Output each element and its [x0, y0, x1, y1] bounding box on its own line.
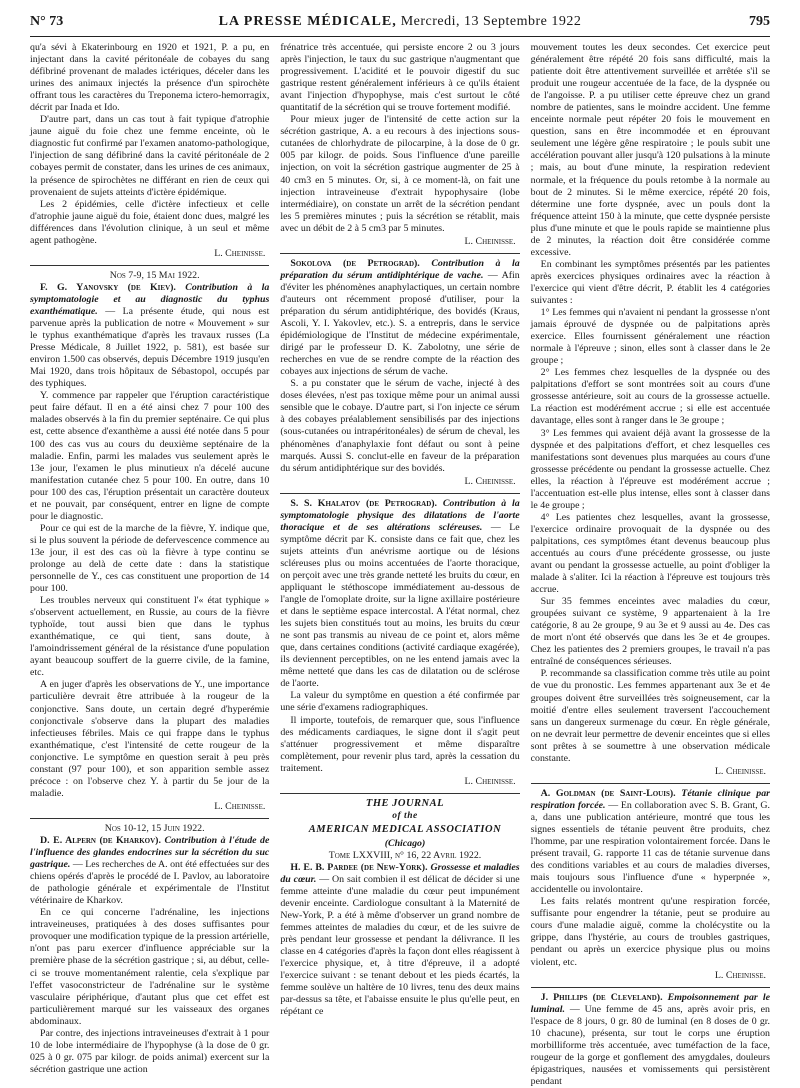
column-2	[280, 42, 519, 1076]
journal-heading-of: of the	[392, 810, 418, 821]
article-title: Contribution à la préparation du sérum antidiphtérique de vache.	[280, 257, 520, 281]
article-title: Grossesse et maladies du cœur.	[280, 861, 520, 885]
article-text: — Une femme de 45 ans, après avoir pris, en l'espace de 8 jours, 0 gr. 80 de luminal (en 8 doses de 0 gr. 10 chacune), présenta, sur tout le corps une éruption morbilliforme très accentuée, avec tuméfaction de la face, rougeur de la gorge et gonflement des amygdales, douleurs épigastriques, nausées et vomissements qui persistèrent pendant	[530, 1003, 770, 1087]
page-number: 795	[749, 14, 770, 29]
page-header	[30, 14, 770, 37]
article-author: D. E. Alpern (de Kharkov).	[40, 835, 161, 846]
divider	[30, 265, 269, 266]
article-title: Tétanie clinique par respiration forcée.	[530, 787, 770, 811]
journal-heading: THE JOURNAL	[365, 797, 445, 809]
article-author: H. E. B. Pardee (de New-York).	[290, 861, 428, 873]
article-title: Empoisonnement par le luminal.	[530, 991, 770, 1015]
divider	[280, 253, 519, 254]
issue-dateline: Nos 7-9, 15 Mai 1922.	[109, 269, 200, 281]
paragraph: Y. commence par rappeler que l'éruption caractéristique peut faire défaut. Il en a été ainsi chez 7 pour 100 des malades observés à la fin du premier septénaire. Ce qui plus est, cette absence d'exanthème a aussi été notée dans 5 pour 100 des cas vus au cours du deuxième septénaire de la maladie. Enfin, parmi les malades vus seulement après le 13e jour, l'examen le plus minutieux n'a décelé aucune manifestation cutanée chez 5 pour 100. En outre, dans 10 pour 100 des cas, l'éruption présentait un caractère douteux et ne pouvait, par conséquent, entrer en ligne de compte pour le diagnostic.	[30, 390, 270, 522]
article-intro	[30, 282, 269, 390]
article-title: Contribution à l'étude de l'influence des glandes endocrines sur la sécrétion du suc gastrique.	[30, 835, 270, 871]
issue-number: N° 73	[30, 14, 64, 29]
paragraph: Par contre, des injections intraveineuses d'extrait à 1 pour 10 de lobe intermédiaire de l'hypophyse (à la dose de 0 gr. 025 à 0 gr. 075 par kilogr. de poids animal) exercent sur la sécrétion gastrique une action	[30, 1027, 270, 1075]
article-title: Contribution à la symptomatologie physique des dilatations de l'aorte thoracique et de ses altérations scléreuses.	[280, 497, 520, 533]
article-author: A. Goldman (de Saint-Louis).	[540, 787, 676, 799]
paragraph: Les 2 épidémies, celle d'ictère infectieux et celle d'atrophie jaune aiguë du foie, étaient donc dues, malgré les différences dans l'évolution clinique, à un seul et même agent pathogène.	[30, 198, 270, 246]
divider	[280, 493, 519, 494]
article-intro	[280, 498, 519, 691]
article-text: — Afin d'éviter les phénomènes anaphylactiques, un certain nombre d'auteurs ont récemment proposé d'utiliser, pour la préparation du sérum antidiphtérique, des bovidés (Kraus, Ascoli, Y. I. Yakovlev, etc.). S. a entrepris, dans le service épidémiologique de l'Institut de médecine expérimentale, dirigé par le professeur D. K. Zabolotny, une série de recherches en vue de se rendre compte de la réaction des cobayes aux injections de sérum de vache.	[280, 269, 520, 378]
article-columns	[30, 42, 770, 1087]
article-text: — On sait combien il est délicat de décider si une femme atteinte d'une maladie du cœur peut impunément devenir enceinte. Cardiologue consultant à la Maternité de New-York, P. a été à même d'observer un grand nombre de femmes atteintes de maladies du cœur, et de les suivre de près pendant leur grossesse et pendant la délivrance. Il les classe en 4 catégories d'après la façon dont elles réagissent à l'exercice physique, et, à titre d'épreuve, il a adopté l'exercice suivant : se tenant debout et les pieds écartés, la femme soulève un haltère de 10 livres, tenu des deux mains par-dessus sa tête, et l'abaisse ensuite le plus qu'elle peut, en répétant ce	[280, 873, 520, 1018]
issue-date: Mercredi, 13 Septembre 1922	[400, 14, 582, 29]
paragraph: Les faits relatés montrent qu'une respiration forcée, suffisante pour engendrer la tétanie, peut se produire au cours d'une maladie aiguë, comme la cholécystite ou la grippe, dans l'hystérie, au cours de troubles gastriques, pendant ou après un exercice physique plus ou moins violent, etc.	[530, 896, 770, 968]
signature: L. Cheinisse.	[714, 969, 766, 981]
article-intro	[280, 258, 519, 378]
paragraph: Pour mieux juger de l'intensité de cette action sur la sécrétion gastrique, A. a eu recours à des injections sous-cutanées de chlorhydrate de pilocarpine, à la dose de 0 gr. 005 par kilogr. de poids. Sous l'influence d'une pareille injection, on voit la sécrétion gastrique augmenter de 25 à 40 cm3 en 5 minutes. Or, si, à ce moment-là, on fait une injection intraveineuse d'extrait hypophysaire (lobe intermédiaire), on constate un arrêt de la sécrétion pendant les 5 premières minutes ; puis la sécrétion se rétablit, mais avec un débit de 2 à 5 cm3 par 5 minutes.	[280, 114, 520, 234]
article-author: Sokolova (de Petrograd).	[290, 257, 420, 269]
column-1	[30, 42, 269, 1076]
article-text: — En collaboration avec S. B. Grant, G. a, dans une publication antérieure, montré que tous les signes essentiels de tétanie peuvent être produits, chez l'homme, par une respiration volontairement forcée. Dans le présent travail, G. rapporte 11 cas de tétanie survenue dans des conditions variables et au cours de maladies diverses, mais toujours sous l'influence d'une « hyperpnée », accidentelle ou involontaire.	[530, 799, 770, 896]
paragraph: mouvement toutes les deux secondes. Cet exercice peut généralement être répété 20 fois sans difficulté, mais la patiente doit être attentivement surveillée et arrêtée s'il se produit une rougeur accentuée de la face, de la dyspnée ou de l'angoisse. P. a pu utiliser cette épreuve chez un grand nombre de patientes, sans le moindre accident. Une femme enceinte normale peut répéter 20 fois le mouvement en question, sans en être incommodée et en éprouvant seulement une légère gêne respiratoire ; le pouls subit une accélération pouvant aller jusqu'à 120 pulsations à la minute ; mais, au bout d'une minute, la respiration redevient normale, et la fréquence du pouls retombe à la normale au bout de 2 minutes. Si le même exercice, répété 20 fois, détermine une forte dyspnée, avec un pouls dont la fréquence atteint 150 à la minute, que cette dyspnée persiste plus d'une minute et que le pouls rapide se maintienne plus de 2 minutes, la réaction doit être considérée comme excessive.	[530, 42, 770, 258]
article-text: — Les recherches de A. ont été effectuées sur des chiens opérés d'après le procédé de I. Pavlov, au laboratoire de pathologie générale et expérimentale de l'Institut vétérinaire de Kharkov.	[30, 859, 270, 907]
paragraph: 2° Les femmes chez lesquelles de la dyspnée ou des palpitations d'effort se sont montrées soit au cours d'une grossesse antérieure, soit au cours de la grossesse actuelle. La réaction est modérément accrue ; si elle est accentuée davantage, elles sont à ranger dans le 3e groupe ;	[530, 367, 770, 427]
issue-dateline: Nos 10-12, 15 Juin 1922.	[104, 822, 205, 834]
masthead	[30, 14, 770, 30]
issue-dateline: Tome LXXVIII, n° 16, 22 Avril 1922.	[328, 849, 482, 861]
masthead-title: LA PRESSE MÉDICALE,	[218, 14, 397, 29]
article-intro	[531, 992, 770, 1088]
article-intro	[531, 788, 770, 896]
paragraph: Pour ce qui est de la marche de la fièvre, Y. indique que, si le plus souvent la période de defervescence commence au 13e jour, il est des cas où la fièvre à type continu se prolonge au delà de cette date : dans la statistique personnelle de Y., ces cas constituent une proportion de 14 pour 100.	[30, 522, 270, 595]
paragraph: Les troubles nerveux qui constituent l'« état typhique » s'observent actuellement, en Russie, au cours de la fièvre typhoïde, tout aussi bien que dans le typhus exanthématique, ce qui tient, sans doute, à l'amoindrissement général de la résistance d'une population ayant beaucoup souffert de la guerre civile, de la famine, etc.	[30, 595, 270, 679]
journal-name: AMERICAN MEDICAL ASSOCIATION	[308, 823, 502, 835]
article-author: F. G. Yanovsky (de Kiev).	[40, 281, 176, 293]
signature: L. Cheinisse.	[464, 475, 516, 487]
article-title: Contribution à la symptomatologie et au diagnostic du typhus exanthématique.	[30, 281, 270, 317]
paragraph: La valeur du symptôme en question a été confirmée par une série d'examens radiographiques.	[280, 690, 520, 714]
signature: L. Cheinisse.	[214, 800, 266, 812]
article-text: — La présente étude, qui nous est parvenue après la publication de notre « Mouvement » sur le typhus exanthématique d'après les travaux russes (La Presse Médicale, 8 Juillet 1922, p. 581), est basée sur environ 1.500 cas observés, depuis Décembre 1919 jusqu'en Mai 1920, dans trois hôpitaux de Sébastopol, occupés par des typhiques.	[30, 305, 270, 390]
paragraph: 4° Les patientes chez lesquelles, avant la grossesse, l'exercice ordinaire provoquait de la dyspnée ou des palpitations, ces symptômes étant devenus beaucoup plus accentués au cours d'une précédente grossesse, ou juste avant ou pendant la grossesse actuelle, au point d'obliger la malade à s'aliter. Ici la réaction à l'épreuve est toujours très accrue.	[530, 511, 770, 596]
column-3	[530, 42, 770, 1087]
article-intro	[280, 862, 519, 1019]
signature: L. Cheinisse.	[714, 765, 766, 777]
article-text: — Le symptôme décrit par K. consiste dans ce fait que, chez les sujets atteints d'un anévrisme aortique ou de lésions scléreuses plus ou moins accentuées de l'aorte thoracique, on perçoit avec une très grande netteté les bruits du cœur, en appliquant le stéthoscope immédiatement au-dessous de l'angle de l'omoplate droite, sur la ligne axillaire postérieure et dans le septième espace intercostal. A l'état normal, chez les sujets bien constitués tout au moins, les bruits du cœur ne sont pas transmis au niveau de ce point et, alors même que, dans certaines conditions (activité cardiaque exagérée), ils deviennent perceptibles, on ne les entend jamais avec la même netteté que dans les cas de dilatation ou de sclérose de l'aorte.	[280, 521, 520, 690]
paragraph: P. recommande sa classification comme très utile au point de vue du pronostic. Les femmes appartenant aux 3e et 4e groupes doivent être surveillées très soigneusement, car la moitié d'entre elles seulement traversent l'accouchement sans un dangereux surmenage du cœur. En règle générale, on ne devrait leur permettre de devenir enceintes que si elles sont prêtes à se soumettre à une observation médicale constante.	[530, 668, 770, 764]
paragraph: 1° Les femmes qui n'avaient ni pendant la grossesse n'ont jamais éprouvé de dyspnée ou de palpitations après exercice. Elles fournissent généralement une réaction normale à l'épreuve ; sinon, elles sont à classer dans le 2e groupe ;	[530, 307, 770, 367]
paragraph: frénatrice très accentuée, qui persiste encore 2 ou 3 jours après l'injection, le taux du suc gastrique n'augmentant que progressivement. L'acidité et le pouvoir digestif du suc gastrique restent généralement inférieurs à ce qu'ils étaient avant l'injection d'hypophyse, mais c'est surtout le côté quantitatif de la sécrétion qui se trouve fortement modifié.	[280, 42, 520, 114]
article-author: S. S. Khalatov (de Petrograd).	[290, 497, 438, 509]
paragraph: En combinant les symptômes présentés par les patientes après exercices physiques ordinaires avec la réaction à l'exercice qui vient d'être décrit, P. établit les 4 catégories suivantes :	[530, 258, 770, 306]
paragraph: S. a pu constater que le sérum de vache, injecté à des doses élevées, n'est pas toxique même pour un animal aussi sensible que le cobaye. D'autre part, si l'on injecte ce sérum à des cobayes préalablement sensibilisés par des injections (sous-cutanées ou intrapéritonéales) de sérum de cheval, les phénomènes d'anaphylaxie font défaut ou sont à peine marqués. Aussi S. conclut-elle en faveur de la préparation du sérum antidiphtérique sur des bovidés.	[280, 378, 520, 474]
divider	[531, 987, 770, 988]
journal-city: (Chicago)	[384, 837, 426, 849]
divider	[280, 793, 519, 794]
paragraph: A en juger d'après les observations de Y., une importance particulière devrait être attribuée à la rougeur de la conjonctive. Sans doute, un certain degré d'hyperémie conjonctivale s'observe dans la plupart des maladies infectieuses fébriles. Mais ce qui frappe dans le typhus exanthématique, c'est l'intensité de cette rougeur de la conjonctive. Le symptôme en question serait à peu près constant (97 pour 100), et son apparition semble assez précoce : on l'observe chez Y. à partir du 5e jour de la maladie.	[30, 679, 270, 799]
signature: L. Cheinisse.	[214, 247, 266, 259]
signature: L. Cheinisse.	[464, 775, 516, 787]
article-intro	[30, 835, 269, 907]
article-author: J. Phillips (de Cleveland).	[540, 991, 663, 1003]
paragraph: Sur 35 femmes enceintes avec maladies du cœur, groupées suivant ce système, 9 appartenaient à la 1re catégorie, 8 au 2e groupe, 9 au 3e et 9 aussi au 4e. Des cas de mort n'ont été observés que dans les 3e et 4e groupes. Chez les patientes des 2 premiers groupes, le travail n'a pas entraîné de conséquences sérieuses.	[530, 596, 770, 668]
paragraph: D'autre part, dans un cas tout à fait typique d'atrophie jaune aiguë du foie chez une femme enceinte, où le diagnostic fut confirmé par l'examen anatomo-pathologique, l'injection de sang défibriné dans la cavité péritonéale de 2 cobayes permit de constater, dans les urines de ces animaux, la présence de spirochètes ne différant en rien de ceux qui provenaient de sujets atteints d'ictère épidémique.	[30, 114, 270, 198]
paragraph: 3° Les femmes qui avaient déjà avant la grossesse de la dyspnée et des palpitations d'effort, et chez lesquelles ces manifestations sont devenues plus marquées au cours d'une grossesse précédente ou pendant la grossesse actuelle. Chez elles, la réaction à l'épreuve est modérément accrue ; l'accentuation est-elle plus intense, elles sont à classer dans le 4e groupe ;	[530, 427, 770, 511]
signature: L. Cheinisse.	[464, 235, 516, 247]
paragraph: qu'a sévi à Ekaterinbourg en 1920 et 1921, P. a pu, en injectant dans la cavité péritonéale de cobayes du sang défibriné provenant de malades ictériques, déceler dans les urines des animaux injectés la présence d'un spirochète offrant tous les caractères du Treponema ictero-hemorragix, décrit par Inada et Ido.	[30, 42, 270, 114]
paragraph: En ce qui concerne l'adrénaline, les injections intraveineuses, pratiquées à des doses suffisantes pour provoquer une modification typique de la pression artérielle, n'ont pas paru exercer d'influence appréciable sur la première phase de la sécrétion gastrique ; si, au début, celle-ci se trouve momentanément ralentie, cela s'explique par l'effet vasoconstricteur de l'adrénaline sur le système vasculaire périphérique, d'autant plus que cet effet est particulièrement marqué sur les vaisseaux des organes abdominaux.	[30, 907, 270, 1027]
divider	[531, 783, 770, 784]
divider	[30, 818, 269, 819]
paragraph: Il importe, toutefois, de remarquer que, sous l'influence des médicaments cardiaques, le signe dont il s'agit peut s'atténuer progressivement et même disparaître complètement, pour revenir plus tard, après la cessation du traitement.	[280, 714, 520, 774]
